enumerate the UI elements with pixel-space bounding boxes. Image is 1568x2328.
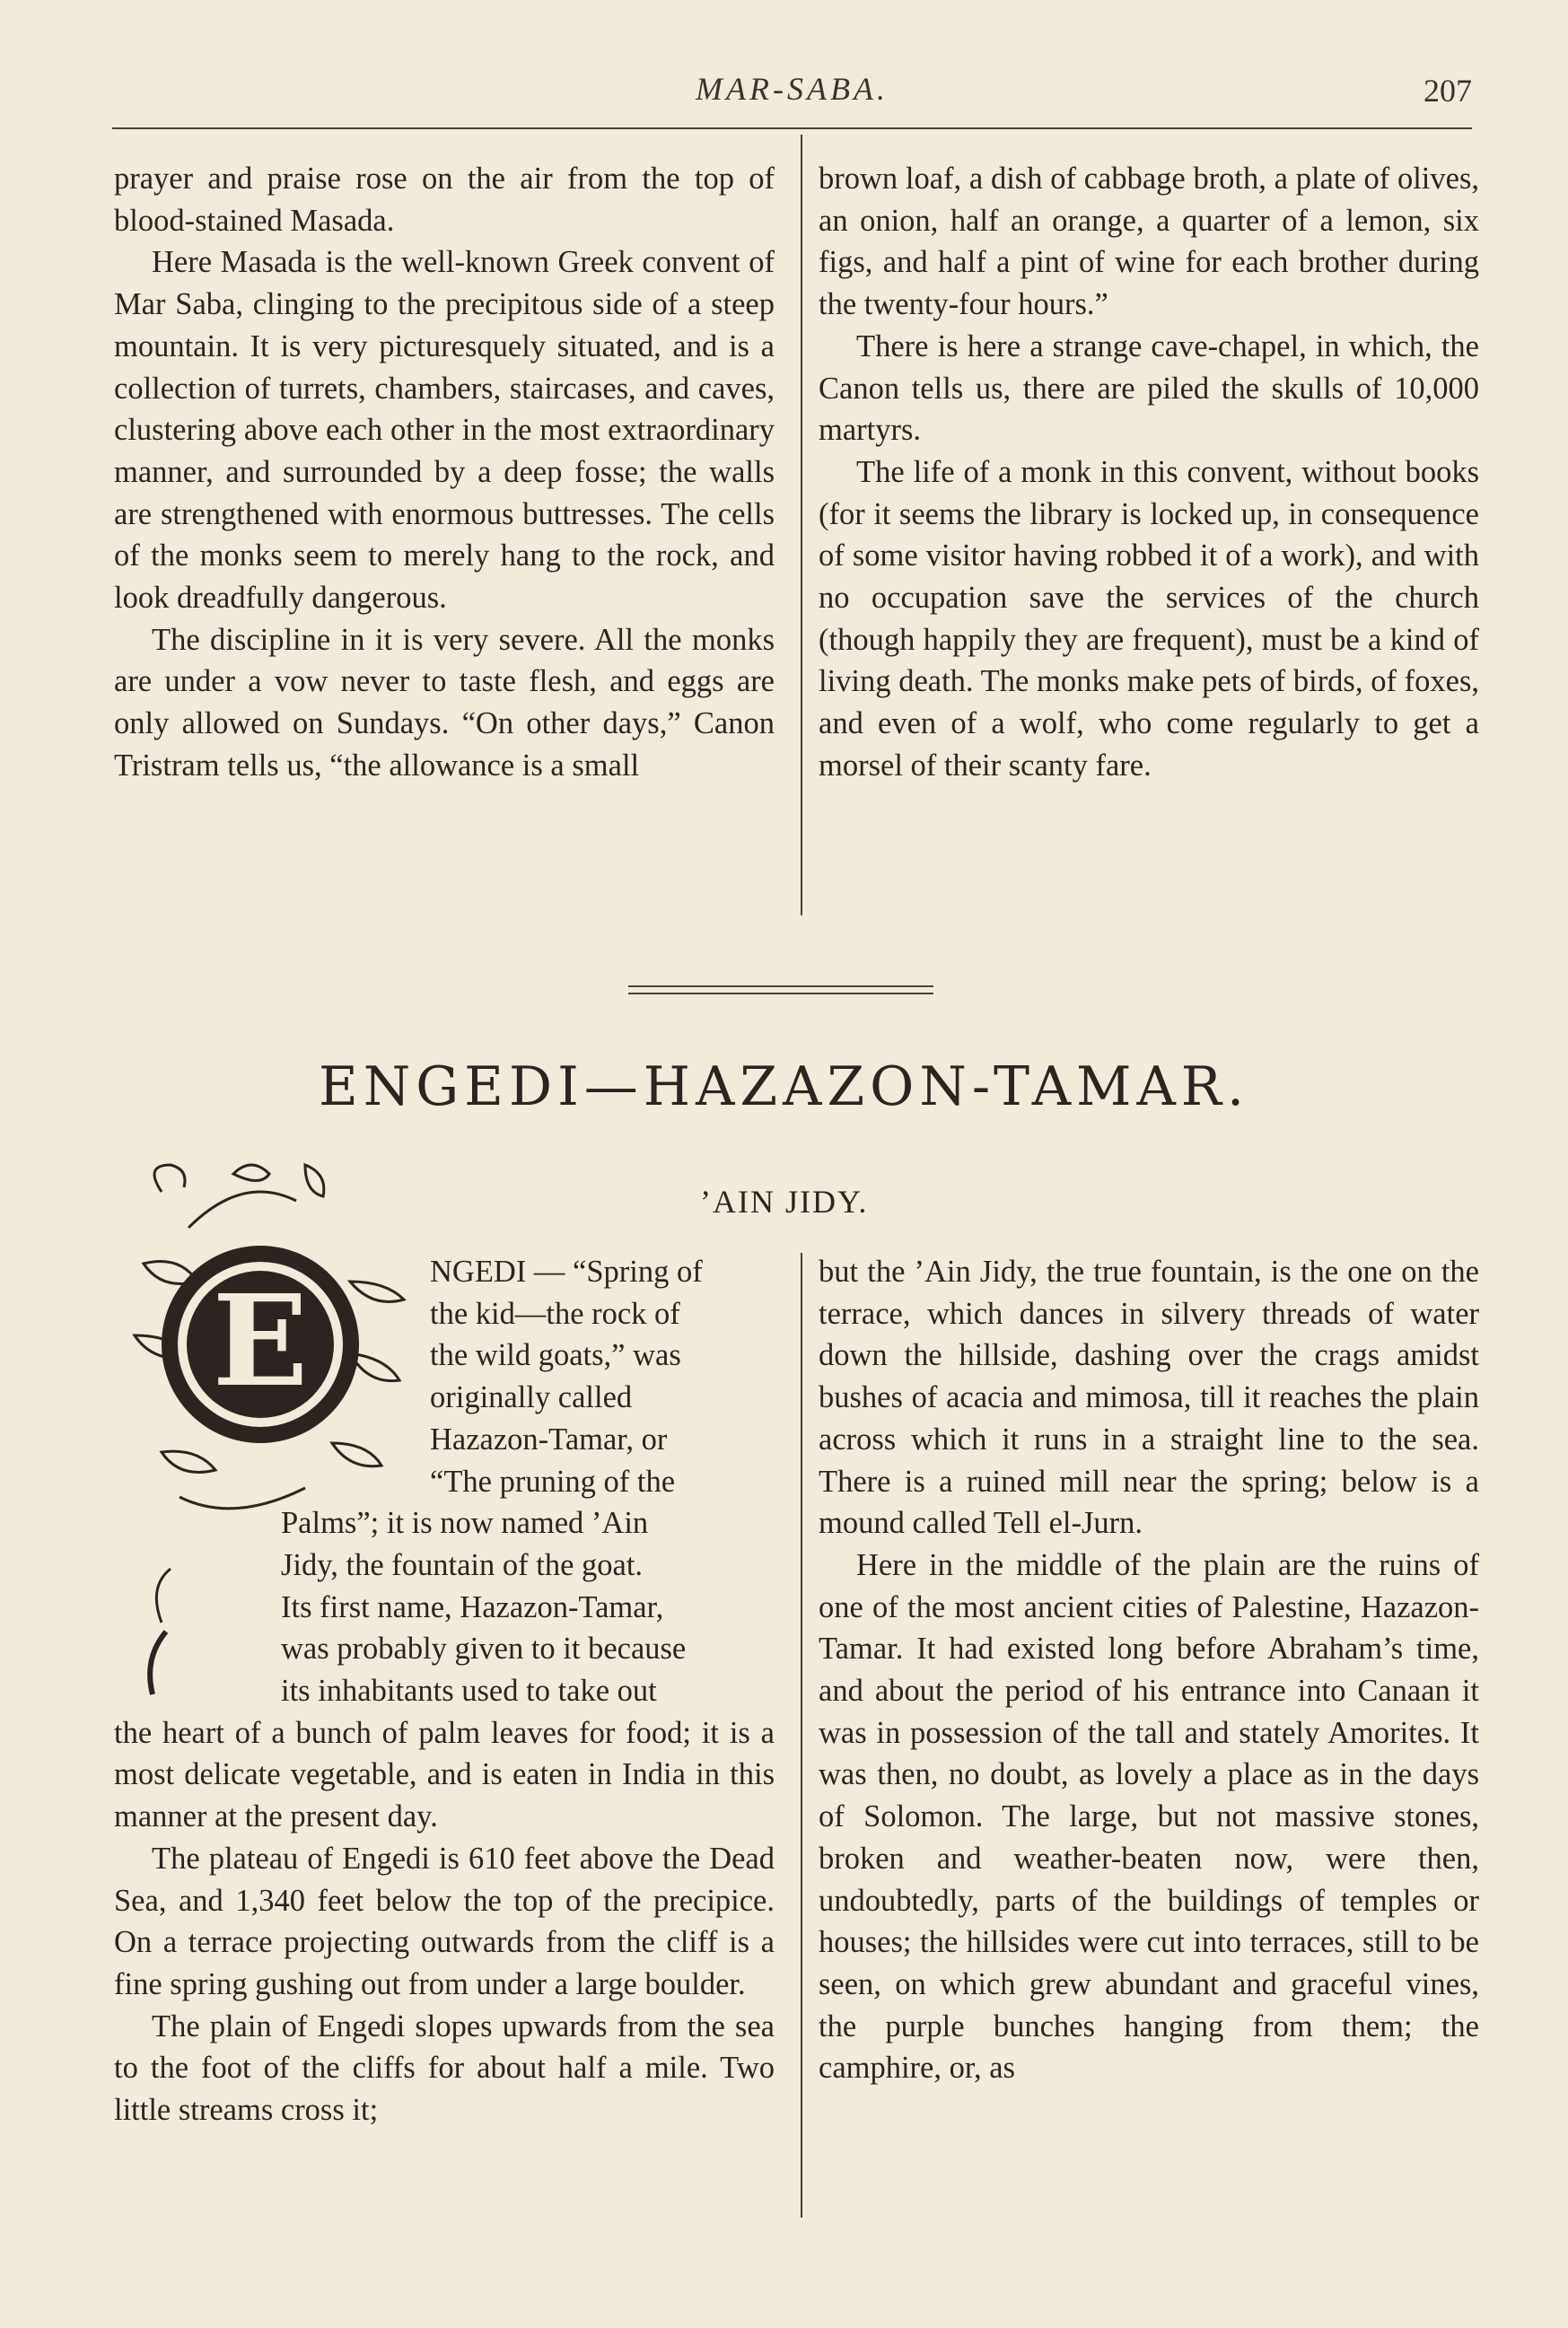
paragraph: The plain of Engedi slopes upwards from the sea to the foot of the cliffs for about half a mile. Two little streams cross it; [114, 2009, 775, 2128]
column-divider [801, 1253, 802, 2218]
running-title: MAR-SABA. [696, 71, 889, 107]
paragraph: brown loaf, a dish of cabbage broth, a plate of olives, an onion, half an orange, a quarter of a lemon, six figs, and half a pint of wine for each brother during the twenty-four hours.” [819, 162, 1479, 322]
column-divider [801, 135, 802, 915]
header-rule [112, 127, 1472, 129]
page-number: 207 [1423, 73, 1472, 109]
paragraph-lead-line: “The pruning of the [430, 1464, 676, 1499]
section-title: ENGEDI—HAZAZON-TAMAR. [318, 1055, 1250, 1118]
paragraph-mid-line: Palms”; it is now named ’Ain [281, 1506, 649, 1541]
paragraph: The plateau of Engedi is 610 feet above the Dead Sea, and 1,340 feet below the top of the precipice. On a terrace projecting outwards from the cliff is a fine spring gushing out from under a large boulder. [114, 1841, 775, 2001]
bottom-left-column [114, 1251, 775, 2131]
paragraph: but the ’Ain Jidy, the true fountain, is the one on the terrace, which dances in silvery threads of water down the hillside, dashing over the crags amidst bushes of acacia and mimosa, till it reaches the plain across which it runs in a straight line to the sea. There is a ruined mill near the spring; below is a mound called Tell el-Jurn. [819, 1255, 1479, 1541]
paragraph: Here in the middle of the plain are the ruins of one of the most ancient cities of Palestine, Hazazon-Tamar. It had existed long before Abraham’s time, and about the period of his entrance into Canaan it was in possession of the tall and stately Amorites. It was then, no doubt, as lovely a place as in the days of Solomon. The large, but not massive stones, broken and weather-beaten now, were then, undoubtedly, parts of the buildings of temples or houses; the hillsides were cut into terraces, still to be seen, on which grew abundant and graceful vines, the purple bunches hanging from them; the camphire, or, as [819, 1547, 1479, 2086]
paragraph-lead-line: originally called [430, 1380, 633, 1415]
paragraph: Here Masada is the well-known Greek convent of Mar Saba, clinging to the precipitous side of a steep mountain. It is very picturesquely situated, and is a collection of turrets, chambers, staircases, and caves, clustering above each other in the most extraordinary manner, and surrounded by a deep fosse; the walls are strengthened with enormous buttresses. The cells of the monks seem to merely hang to the rock, and look dreadfully dangerous. [114, 245, 775, 616]
paragraph-mid-line: its inhabitants used to take out [281, 1674, 657, 1709]
paragraph-mid-line: Its first name, Hazazon-Tamar, [281, 1589, 664, 1624]
paragraph-lead-line: the wild goats,” was [430, 1338, 681, 1373]
paragraph-mid-line: was probably given to it because [281, 1632, 687, 1667]
paragraph: There is here a strange cave-chapel, in which, the Canon tells us, there are piled the skulls of 10,000 martyrs. [819, 328, 1479, 448]
paragraph-lead-line: NGEDI — “Spring of [430, 1255, 703, 1289]
section-subtitle: ’AIN JIDY. [700, 1184, 869, 1220]
paragraph: The life of a monk in this convent, without books (for it seems the library is locked up, in consequence of some visitor having robbed it of a work), and with no occupation save the services of the church (though happily they are frequent), must be a kind of living death. The monks make pets of birds, of foxes, and even of a wolf, who come regularly to get a morsel of their scanty fare. [819, 454, 1479, 783]
dropcap-letter: E [212, 1268, 309, 1415]
bottom-right-column [819, 1251, 1479, 2089]
paragraph-lead-line: the kid—the rock of [430, 1296, 680, 1331]
paragraph-lead-line: Hazazon-Tamar, or [430, 1422, 668, 1457]
top-right-column [819, 158, 1479, 787]
paragraph-mid-line: Jidy, the fountain of the goat. [281, 1547, 644, 1582]
paragraph: The discipline in it is very severe. All the monks are under a vow never to taste flesh, and eggs are only allowed on Sundays. “On other days,” Canon Tristram tells us, “the allowance is a small [114, 622, 775, 783]
section-divider-rule [628, 985, 933, 987]
paragraph: prayer and praise rose on the air from the top of blood-stained Masada. [114, 162, 775, 238]
section-divider-rule [628, 993, 933, 994]
page-header [112, 70, 1472, 124]
paragraph: the heart of a bunch of palm leaves for food; it is a most delicate vegetable, and is eaten in India in this manner at the present day. [114, 1715, 775, 1834]
top-left-column [114, 158, 775, 787]
